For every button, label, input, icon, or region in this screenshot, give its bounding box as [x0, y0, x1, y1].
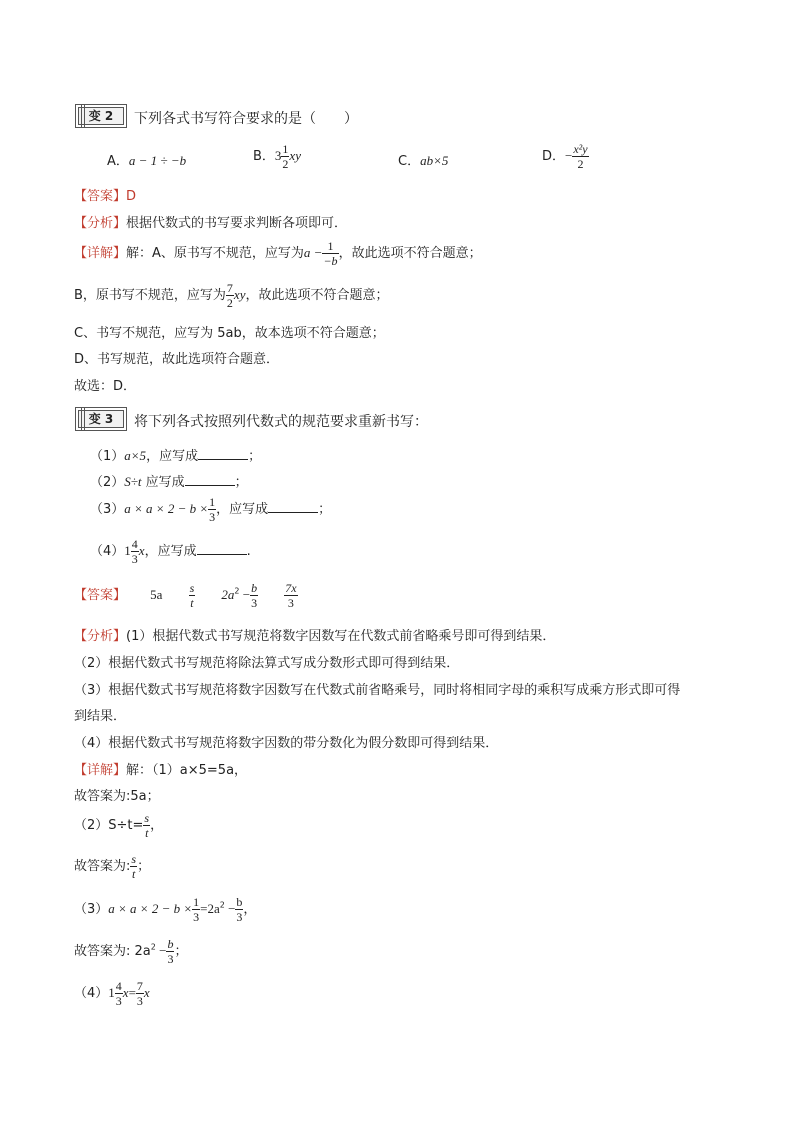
variant-3-label: 变 3: [88, 412, 114, 426]
variant-2-label: 变 2: [88, 109, 114, 123]
question-3-2: （2）S÷t 应写成 ；: [90, 474, 248, 490]
detail-2-c: C、书写不规范，应写为 5ab，故本选项不符合题意；: [74, 326, 385, 341]
option-d: D．− $\frac{\text{x²y}}{2}$: [542, 142, 588, 171]
analysis-2: 【分析】根据代数式的书写要求判断各项即可．: [74, 216, 348, 231]
option-c: C．ab×5: [398, 153, 449, 169]
option-b: B．3 $\frac{1}{2}$ xy: [253, 142, 301, 171]
answer-2: 【答案】D: [74, 189, 137, 204]
question-3-1: （1）a×5，应写成 ；: [90, 448, 262, 464]
variant-3-question: 将下列各式按照列代数式的规范要求重新书写：: [134, 414, 428, 430]
detail-3-2: （2）S÷t= $\frac{s}{t}$ ，: [74, 811, 164, 840]
variant-2-question: 下列各式书写符合要求的是（ ）: [134, 111, 358, 127]
detail-3-3-answer: 故答案为: $2a^2$ − $\frac{b}{3}$ ；: [74, 937, 188, 966]
analysis-3-1: 【分析】(1）根据代数式书写规范将数字因数写在代数式前省略乘号即可得到结果．: [74, 629, 556, 644]
analysis-3-3: （3）根据代数式书写规范将数字因数写在代数式前省略乘号，同时将相同字母的乘积写成乘方形式即可得: [74, 683, 681, 698]
detail-3-1-answer: 故答案为:5a；: [74, 789, 160, 804]
variant-3-box: [75, 407, 127, 431]
question-3-4: （4）1 $\frac{4}{3}$ x，应写成 .: [90, 537, 251, 566]
detail-2-d: D、书写规范，故此选项符合题意．: [74, 352, 280, 367]
analysis-3-2: （2）根据代数式书写规范将除法算式写成分数形式即可得到结果．: [74, 656, 460, 671]
detail-2-b: B，原书写不规范，应写为 $\frac{7}{2}$ xy，故此选项不符合题意；: [74, 281, 389, 310]
detail-2-a: 【详解】解：A、原书写不规范，应写为a − $\frac{1}{-b}$ ，故此选项不符合题意；: [74, 239, 482, 268]
analysis-3-4: （4）根据代数式书写规范将数字因数的带分数化为假分数即可得到结果．: [74, 736, 499, 751]
detail-3-3: （3）a × a × 2 − b × $\frac{1}{3}$ $=2a^2$ − $\frac{b}{3}$ ，: [74, 895, 257, 924]
answer-3: 【答案】 5a $\frac{s}{t}$ $2a^2$ − $\frac{b}{3}$ $\frac{7x}{3}$: [74, 581, 297, 610]
detail-3-4: （4）1 $\frac{4}{3}$ x= $\frac{7}{3}$ x: [74, 979, 150, 1008]
detail-3-1: 【详解】解：（1）a×5=5a，: [74, 763, 248, 778]
detail-3-2-answer: 故答案为: $\frac{s}{t}$ ；: [74, 852, 151, 881]
variant-2-box: [75, 104, 127, 128]
analysis-3-3-cont: 到结果．: [74, 709, 127, 724]
question-3-3: （3）a × a × 2 − b × $\frac{1}{3}$ ，应写成 ；: [90, 495, 332, 524]
conclusion-2: 故选：D．: [74, 379, 137, 394]
option-a: A．a − 1 ÷ −b: [107, 153, 187, 169]
